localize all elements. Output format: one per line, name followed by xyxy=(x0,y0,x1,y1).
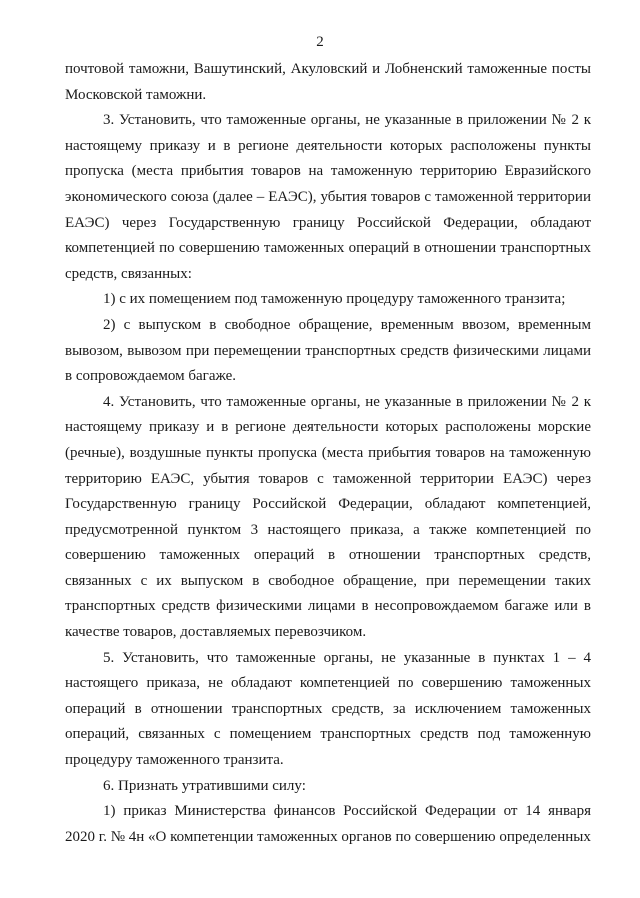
page-number: 2 xyxy=(316,34,324,50)
paragraph-item-4: 4. Установить, что таможенные органы, не указанные в приложении № 2 к настоящему приказу и в регионе деятельности которых расположены морские (речные), воздушные пункты пропуска (места прибытия товаров на таможенную территорию ЕАЭС, убытия товаров с таможенной территории ЕАЭС) через Государственную границу Российской Федерации, обладают компетенцией, предусмотренной пунктом 3 настоящего приказа, а также компетенцией по совершению таможенных операций в отношении транспортных средств, связанных с их выпуском в свободное обращение, при перемещении таких транспортных средств физическими лицами в несопровождаемом багаже или в качестве товаров, доставляемых перевозчиком. xyxy=(65,393,591,641)
paragraph-item-6: 6. Признать утратившими силу: xyxy=(103,777,306,794)
paragraph-subitem-3-2: 2) с выпуском в свободное обращение, временным ввозом, временным вывозом, вывозом при перемещении транспортных средств физическими лицами в сопровождаемом багаже. xyxy=(65,316,591,385)
paragraph-subitem-6-1: 1) приказ Министерства финансов Российской Федерации от 14 января 2020 г. № 4н «О компетенции таможенных органов по совершению определенных xyxy=(65,803,591,845)
paragraph-continuation: почтовой таможни, Вашутинский, Акуловский и Лобненский таможенные посты Московской таможни. xyxy=(65,61,591,103)
paragraph-item-5: 5. Установить, что таможенные органы, не указанные в пунктах 1 – 4 настоящего приказа, не обладают компетенцией по совершению таможенных операций в отношении транспортных средств, за исключением таможенных операций, связанных с помещением транспортных средств под таможенную процедуру таможенного транзита. xyxy=(65,649,591,769)
document-body xyxy=(65,57,591,850)
paragraph-subitem-3-1: 1) с их помещением под таможенную процедуру таможенного транзита; xyxy=(103,291,566,308)
paragraph-item-3: 3. Установить, что таможенные органы, не указанные в приложении № 2 к настоящему приказу и в регионе деятельности которых расположены пункты пропуска (места прибытия товаров на таможенную территорию Евразийского экономического союза (далее – ЕАЭС), убытия товаров с таможенной территории ЕАЭС) через Государственную границу Российской Федерации, обладают компетенцией по совершению таможенных операций в отношении транспортных средств, связанных: xyxy=(65,112,591,282)
